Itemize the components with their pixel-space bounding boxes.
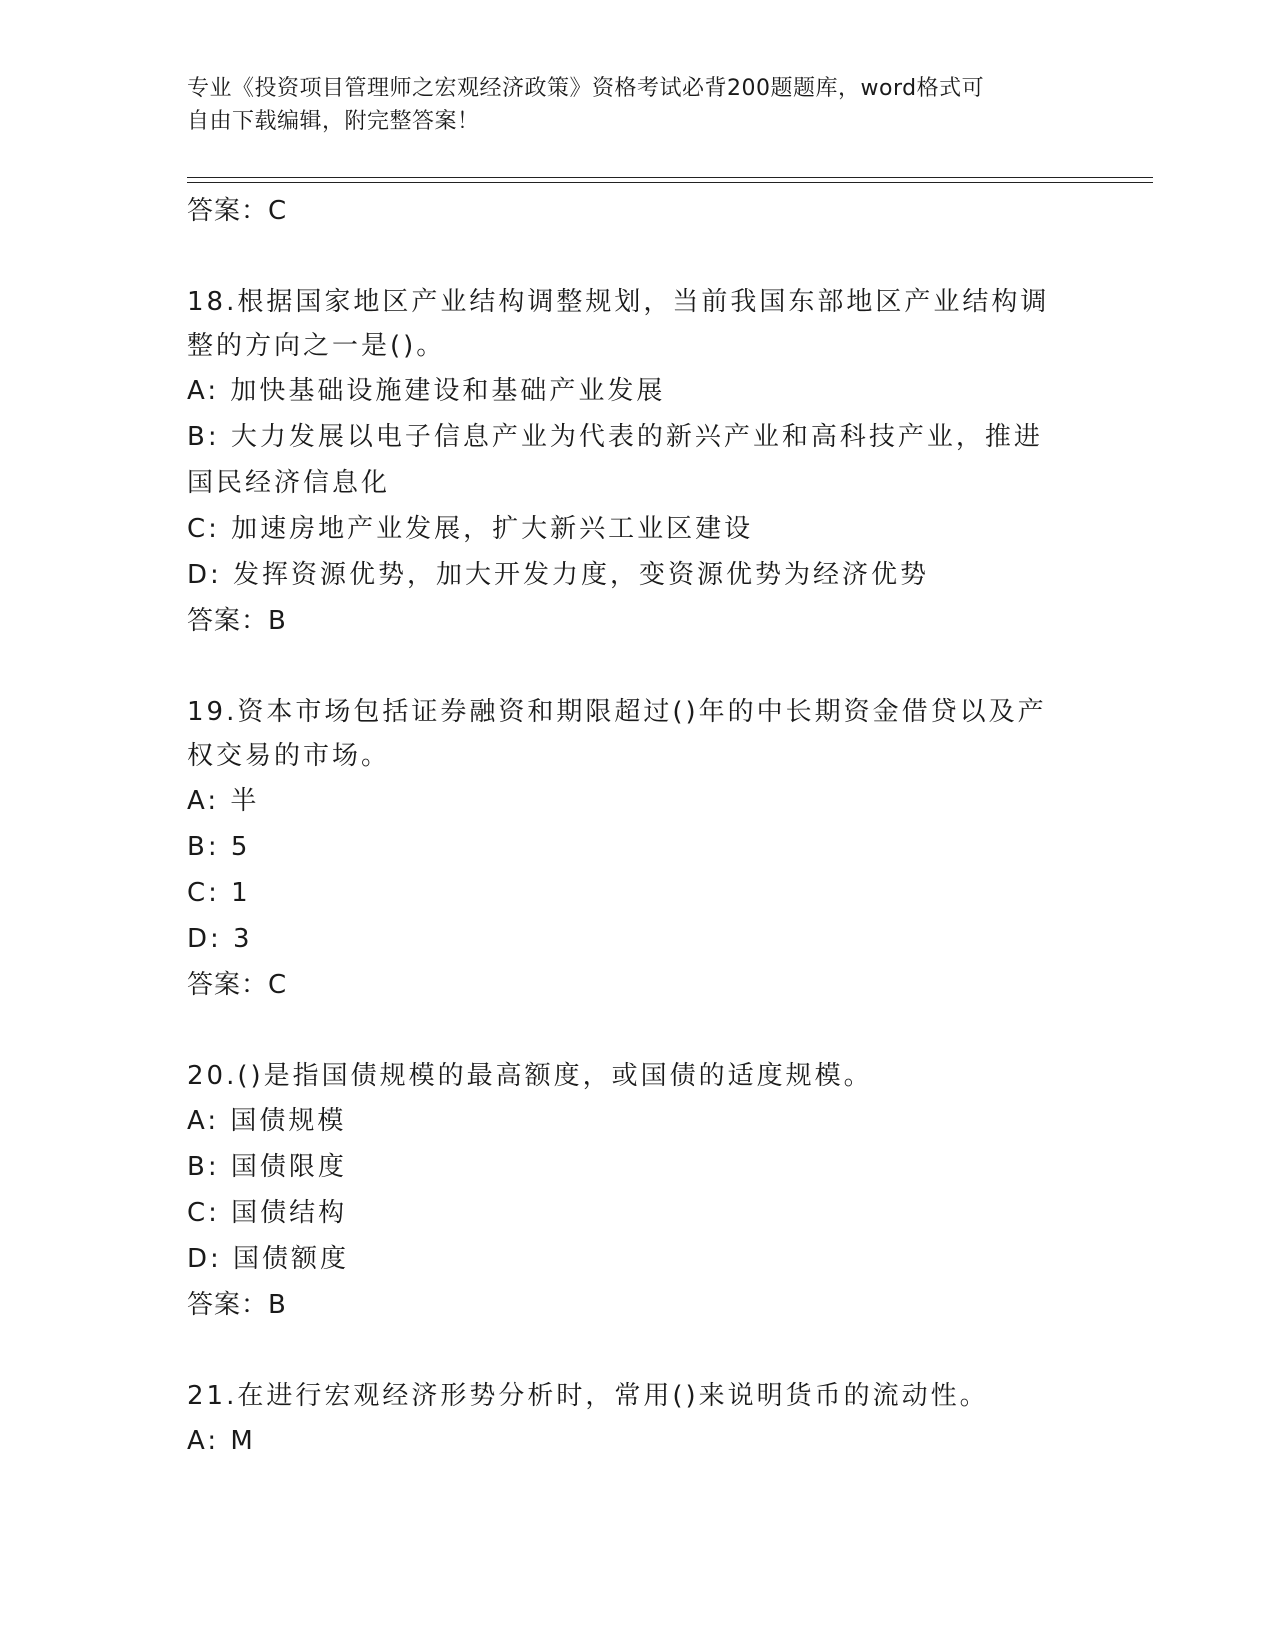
header-rule-top (187, 177, 1153, 178)
option-c: C: 加速房地产业发展，扩大新兴工业区建设 (187, 514, 754, 544)
question-block (187, 1052, 1067, 1328)
question-block (187, 688, 1067, 1008)
option-d: D: 3 (187, 924, 253, 954)
answer-line: 答案：B (187, 1290, 287, 1320)
option-a: A: 国债规模 (187, 1106, 347, 1136)
answer-line: 答案：C (187, 196, 288, 226)
option-c: C: 国债结构 (187, 1198, 348, 1228)
option-b: B: 大力发展以电子信息产业为代表的新兴产业和高科技产业，推进国民经济信息化 (187, 422, 1043, 498)
question-stem: 18.根据国家地区产业结构调整规划，当前我国东部地区产业结构调整的方向之一是()。 (187, 287, 1050, 361)
question-stem: 20.()是指国债规模的最高额度，或国债的适度规模。 (187, 1061, 873, 1091)
answer-line: 答案：C (187, 970, 288, 1000)
header-rule-bottom (187, 182, 1153, 183)
option-a: A: M (187, 1426, 256, 1456)
option-a: A: 加快基础设施建设和基础产业发展 (187, 376, 666, 406)
option-d: D: 国债额度 (187, 1244, 350, 1274)
option-c: C: 1 (187, 878, 251, 908)
question-block (187, 278, 1067, 644)
question-stem: 19.资本市场包括证券融资和期限超过()年的中长期资金借贷以及产权交易的市场。 (187, 697, 1047, 771)
answer-line: 答案：B (187, 606, 287, 636)
question-stem: 21.在进行宏观经济形势分析时，常用()来说明货币的流动性。 (187, 1381, 989, 1411)
question-block (187, 1372, 1067, 1464)
document-header: 专业《投资项目管理师之宏观经济政策》资格考试必背200题题库，word格式可 自由下载编辑，附完整答案！ (187, 76, 985, 134)
option-b: B: 国债限度 (187, 1152, 347, 1182)
option-a: A: 半 (187, 786, 260, 816)
option-b: B: 5 (187, 832, 251, 862)
question-list (187, 188, 1067, 1464)
option-d: D: 发挥资源优势，加大开发力度，变资源优势为经济优势 (187, 560, 930, 590)
